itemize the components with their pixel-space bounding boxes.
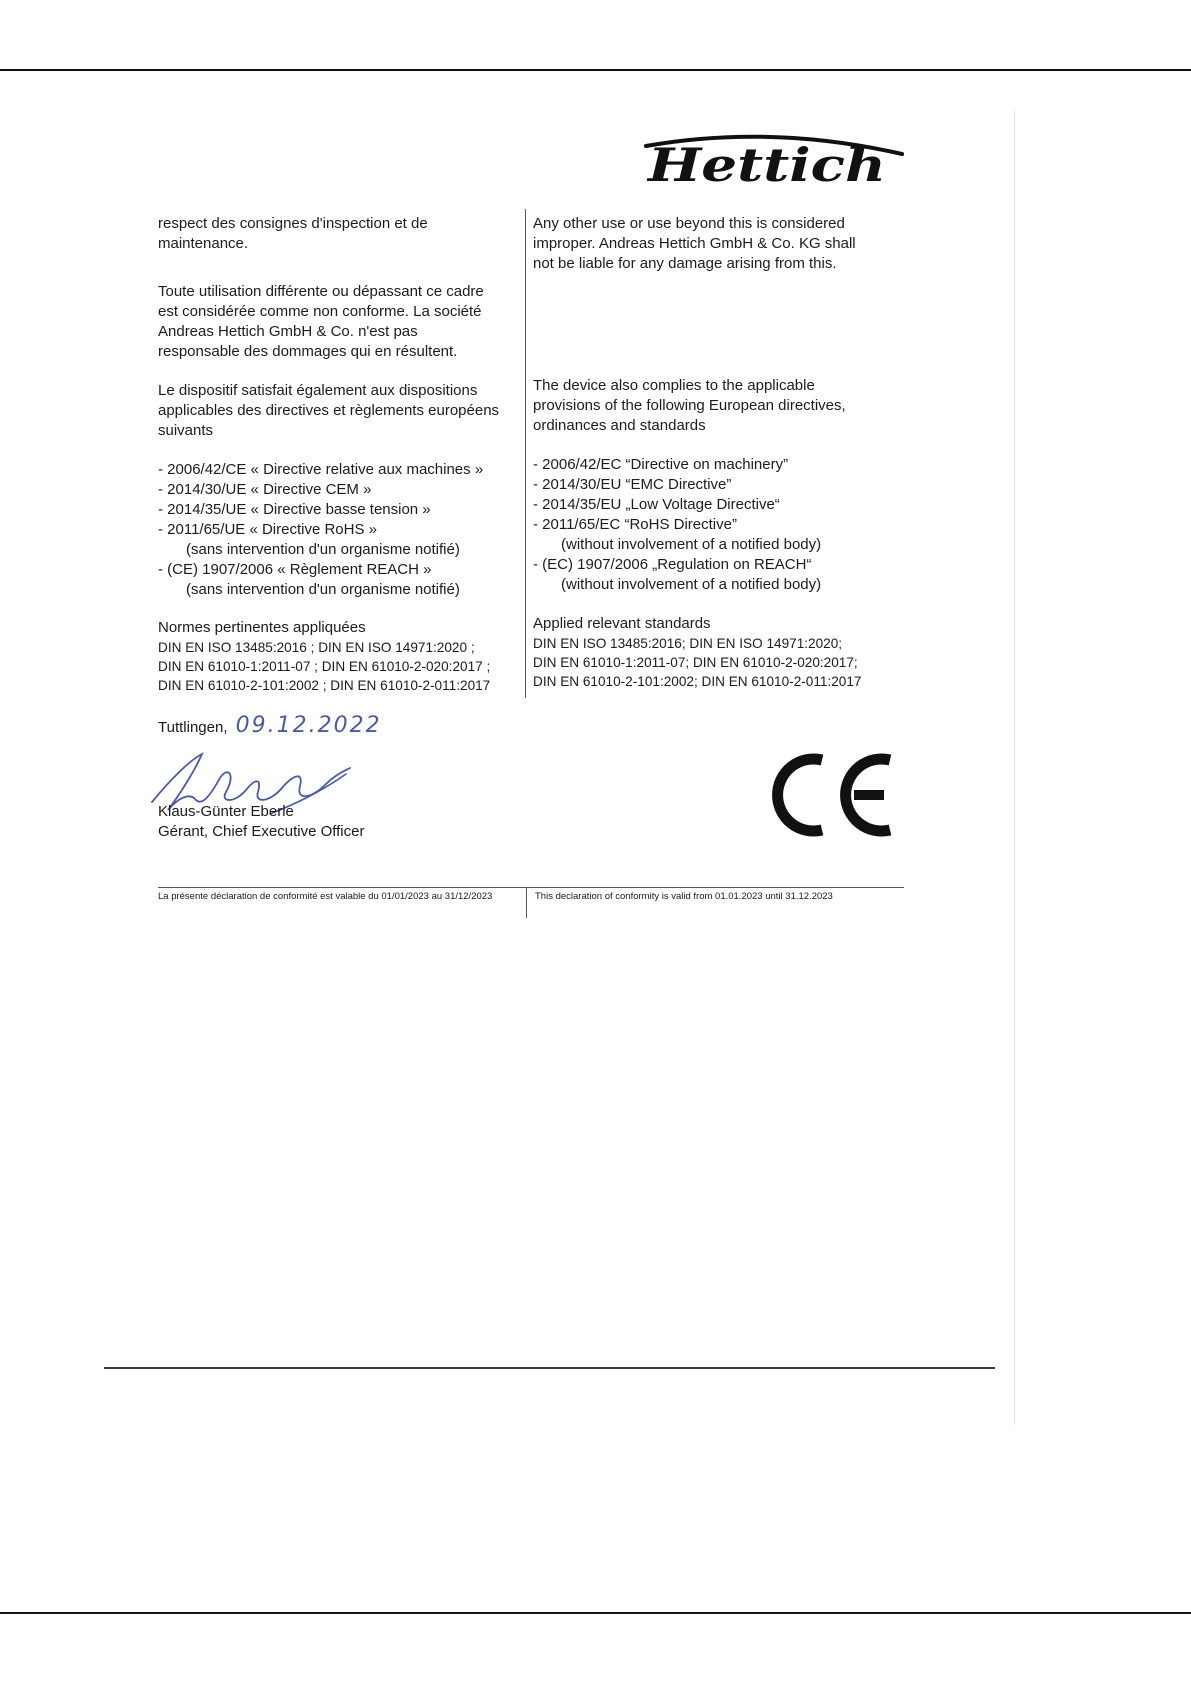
ce-mark-icon bbox=[768, 748, 896, 842]
text-line: maintenance. bbox=[158, 235, 249, 252]
svg-text:Hettich: Hettich bbox=[645, 138, 886, 188]
text-line: provisions of the following European directives, bbox=[533, 397, 846, 414]
en-directives-list bbox=[533, 455, 821, 595]
standards-line: DIN EN 61010-1:2011-07 ; DIN EN 61010-2-020:2017 ; bbox=[158, 659, 491, 674]
text-line: suivants bbox=[158, 422, 214, 439]
standards-line: DIN EN ISO 13485:2016 ; DIN EN ISO 14971:2020 ; bbox=[158, 640, 475, 655]
text-line: est considérée comme non conforme. La société bbox=[158, 303, 482, 320]
fr-compliance-paragraph bbox=[158, 381, 499, 441]
footer-validity-fr: La présente déclaration de conformité est valable du 01/01/2023 au 31/12/2023 bbox=[158, 891, 493, 902]
column-divider bbox=[525, 209, 526, 698]
text-line: Toute utilisation différente ou dépassant ce cadre bbox=[158, 283, 484, 300]
bottom-rule bbox=[0, 1612, 1191, 1614]
list-item-note: (without involvement of a notified body) bbox=[561, 536, 822, 553]
text-line: Any other use or use beyond this is considered bbox=[533, 215, 845, 232]
list-item: - 2014/30/EU “EMC Directive” bbox=[533, 476, 732, 493]
text-line: respect des consignes d'inspection et de bbox=[158, 215, 428, 232]
fr-standards-block bbox=[158, 618, 490, 695]
list-item-note: (sans intervention d'un organisme notifié) bbox=[186, 541, 460, 558]
lower-rule bbox=[104, 1367, 995, 1369]
standards-line: DIN EN ISO 13485:2016; DIN EN ISO 14971:2020; bbox=[533, 636, 843, 651]
standards-line: DIN EN 61010-2-101:2002 ; DIN EN 61010-2-011:2017 bbox=[158, 678, 491, 693]
standards-line: DIN EN 61010-1:2011-07; DIN EN 61010-2-020:2017; bbox=[533, 655, 858, 670]
footer-divider bbox=[526, 888, 527, 918]
list-item: - 2011/65/EC “RoHS Directive” bbox=[533, 516, 737, 533]
text-line: improper. Andreas Hettich GmbH & Co. KG shall bbox=[533, 235, 856, 252]
fr-misuse-paragraph bbox=[158, 282, 484, 362]
signer-name: Klaus-Günter Eberle bbox=[158, 803, 294, 820]
scan-edge-line bbox=[1014, 110, 1015, 1425]
list-item: - (CE) 1907/2006 « Règlement REACH » bbox=[158, 561, 432, 578]
footer-rule bbox=[158, 887, 904, 888]
standards-heading: Applied relevant standards bbox=[533, 615, 711, 632]
footer-validity-en: This declaration of conformity is valid from 01.01.2023 until 31.12.2023 bbox=[535, 891, 833, 902]
list-item: - 2006/42/CE « Directive relative aux machines » bbox=[158, 461, 484, 478]
list-item: - 2014/30/UE « Directive CEM » bbox=[158, 481, 372, 498]
fr-directives-list bbox=[158, 460, 483, 600]
fr-intro-paragraph bbox=[158, 214, 428, 254]
list-item: - 2014/35/EU „Low Voltage Directive“ bbox=[533, 496, 780, 513]
place-date-line bbox=[158, 713, 382, 738]
hettich-logo bbox=[640, 128, 908, 188]
text-line: The device also complies to the applicable bbox=[533, 377, 815, 394]
list-item: - 2014/35/UE « Directive basse tension » bbox=[158, 501, 431, 518]
en-standards-block bbox=[533, 614, 861, 691]
text-line: responsable des dommages qui en résultent. bbox=[158, 343, 458, 360]
text-line: applicables des directives et règlements européens bbox=[158, 402, 500, 419]
text-line: ordinances and standards bbox=[533, 417, 706, 434]
standards-line: DIN EN 61010-2-101:2002; DIN EN 61010-2-011:2017 bbox=[533, 674, 862, 689]
standards-heading: Normes pertinentes appliquées bbox=[158, 619, 366, 636]
handwritten-date: 09.12.2022 bbox=[235, 713, 382, 738]
place-name: Tuttlingen, bbox=[158, 719, 228, 736]
list-item: - (EC) 1907/2006 „Regulation on REACH“ bbox=[533, 556, 812, 573]
signer-title: Gérant, Chief Executive Officer bbox=[158, 823, 365, 840]
en-compliance-paragraph bbox=[533, 376, 846, 436]
top-rule bbox=[0, 69, 1191, 71]
list-item: - 2006/42/EC “Directive on machinery” bbox=[533, 456, 789, 473]
text-line: not be liable for any damage arising from this. bbox=[533, 255, 837, 272]
list-item-note: (sans intervention d'un organisme notifié) bbox=[186, 581, 460, 598]
list-item: - 2011/65/UE « Directive RoHS » bbox=[158, 521, 377, 538]
text-line: Le dispositif satisfait également aux dispositions bbox=[158, 382, 478, 399]
text-line: Andreas Hettich GmbH & Co. n'est pas bbox=[158, 323, 418, 340]
signer-block bbox=[158, 802, 364, 842]
list-item-note: (without involvement of a notified body) bbox=[561, 576, 822, 593]
en-misuse-paragraph bbox=[533, 214, 856, 274]
